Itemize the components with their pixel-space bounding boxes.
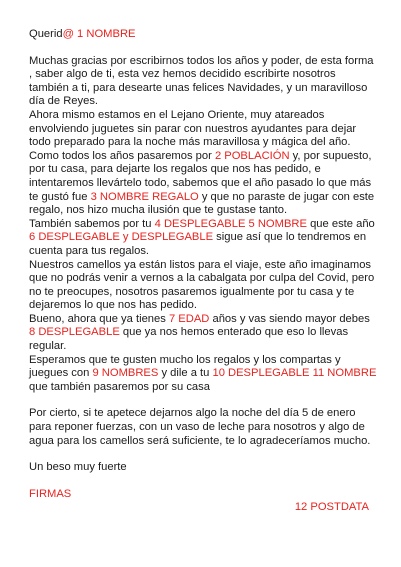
paragraph-regalos xyxy=(29,354,377,395)
text-run: y, por supuesto, por tu casa, para dejarte los regalos que nos has pedido, e intentaremos llevártelo todo, sabemos que el año pasado lo que más te gustó fue xyxy=(29,149,372,203)
field-desplegable-pair: 6 DESPLEGABLE y DESPLEGABLE xyxy=(29,231,214,244)
paragraph-thanks: Muchas gracias por escribirnos todos los años y poder, de esta forma , saber algo de ti, esta vez hemos decidido escribirte nosotros también a ti, para desearte unas felices Navidades, y un maravilloso día de Reyes. xyxy=(29,54,374,108)
text-run: Como todos los años pasaremos por xyxy=(29,149,215,162)
paragraph-desplegable xyxy=(29,218,377,259)
text-run: sigue así que lo tendremos en cuenta para tus regalos. xyxy=(29,231,367,257)
field-firmas: FIRMAS xyxy=(29,487,72,500)
field-nombres: 9 NOMBRES xyxy=(92,367,159,380)
field-poblacion: 2 POBLACIÓN xyxy=(214,149,290,162)
field-nombre-regalo: 3 NOMBRE REGALO xyxy=(90,190,199,203)
field-desplegable-nombre-11: 10 DESPLEGABLE 11 NOMBRE xyxy=(212,367,377,380)
signoff: Un beso muy fuerte xyxy=(29,461,127,474)
field-desplegable-nombre: 4 DESPLEGABLE 5 NOMBRE xyxy=(154,217,307,230)
text-run: y dile a tu xyxy=(158,367,213,380)
text-run: También sabemos por tu xyxy=(29,217,155,230)
text-run: que ya nos hemos enterado que eso lo llevas regular. xyxy=(29,326,349,353)
text-run: años y vas siendo mayor debes xyxy=(209,312,370,325)
text-run: Esperamos que te gusten mucho los regalos y los compartas y juegues con xyxy=(29,353,341,380)
text-run: Bueno, ahora que ya tienes xyxy=(29,312,169,325)
paragraph-poblacion xyxy=(29,150,377,218)
text-run: que también pasaremos por su casa xyxy=(29,380,210,393)
greeting-text: Querid xyxy=(29,28,63,40)
field-desplegable-8: 8 DESPLEGABLE xyxy=(29,326,120,339)
paragraph-edad xyxy=(29,313,377,354)
field-nombre: @ 1 NOMBRE xyxy=(62,28,136,40)
spacer xyxy=(29,394,377,407)
paragraph-lejano-oriente: Ahora mismo estamos en el Lejano Oriente, muy atareados envolviendo juguetes sin parar con nuestros ayudantes para dejar todo preparado para la noche más maravillosa y mágica del año. xyxy=(29,108,357,149)
text-run: y que no paraste de jugar con este regalo, nos hizo mucha ilusión que te gustase tanto. xyxy=(29,190,375,217)
field-postdata: 12 POSTDATA xyxy=(294,501,369,514)
field-edad: 7 EDAD xyxy=(168,312,210,325)
paragraph-camellos: Nuestros camellos ya están listos para el viaje, este año imaginamos que no podrás venir a vernos a la cabalgata por culpa del Covid, pero no te preocupes, nosotros pasaremos igualmente por tu casa y te dejaremos lo que nos has pedido. xyxy=(29,258,375,312)
paragraph-reyes-noche: Por cierto, si te apetece dejarnos algo la noche del día 5 de enero para reponer fuerzas, con un vaso de leche para nosotros y algo de agua para los camellos será suficiente, te lo agradeceríamos mucho. xyxy=(29,407,371,447)
greeting xyxy=(29,28,377,42)
text-run: que este año xyxy=(306,217,375,230)
